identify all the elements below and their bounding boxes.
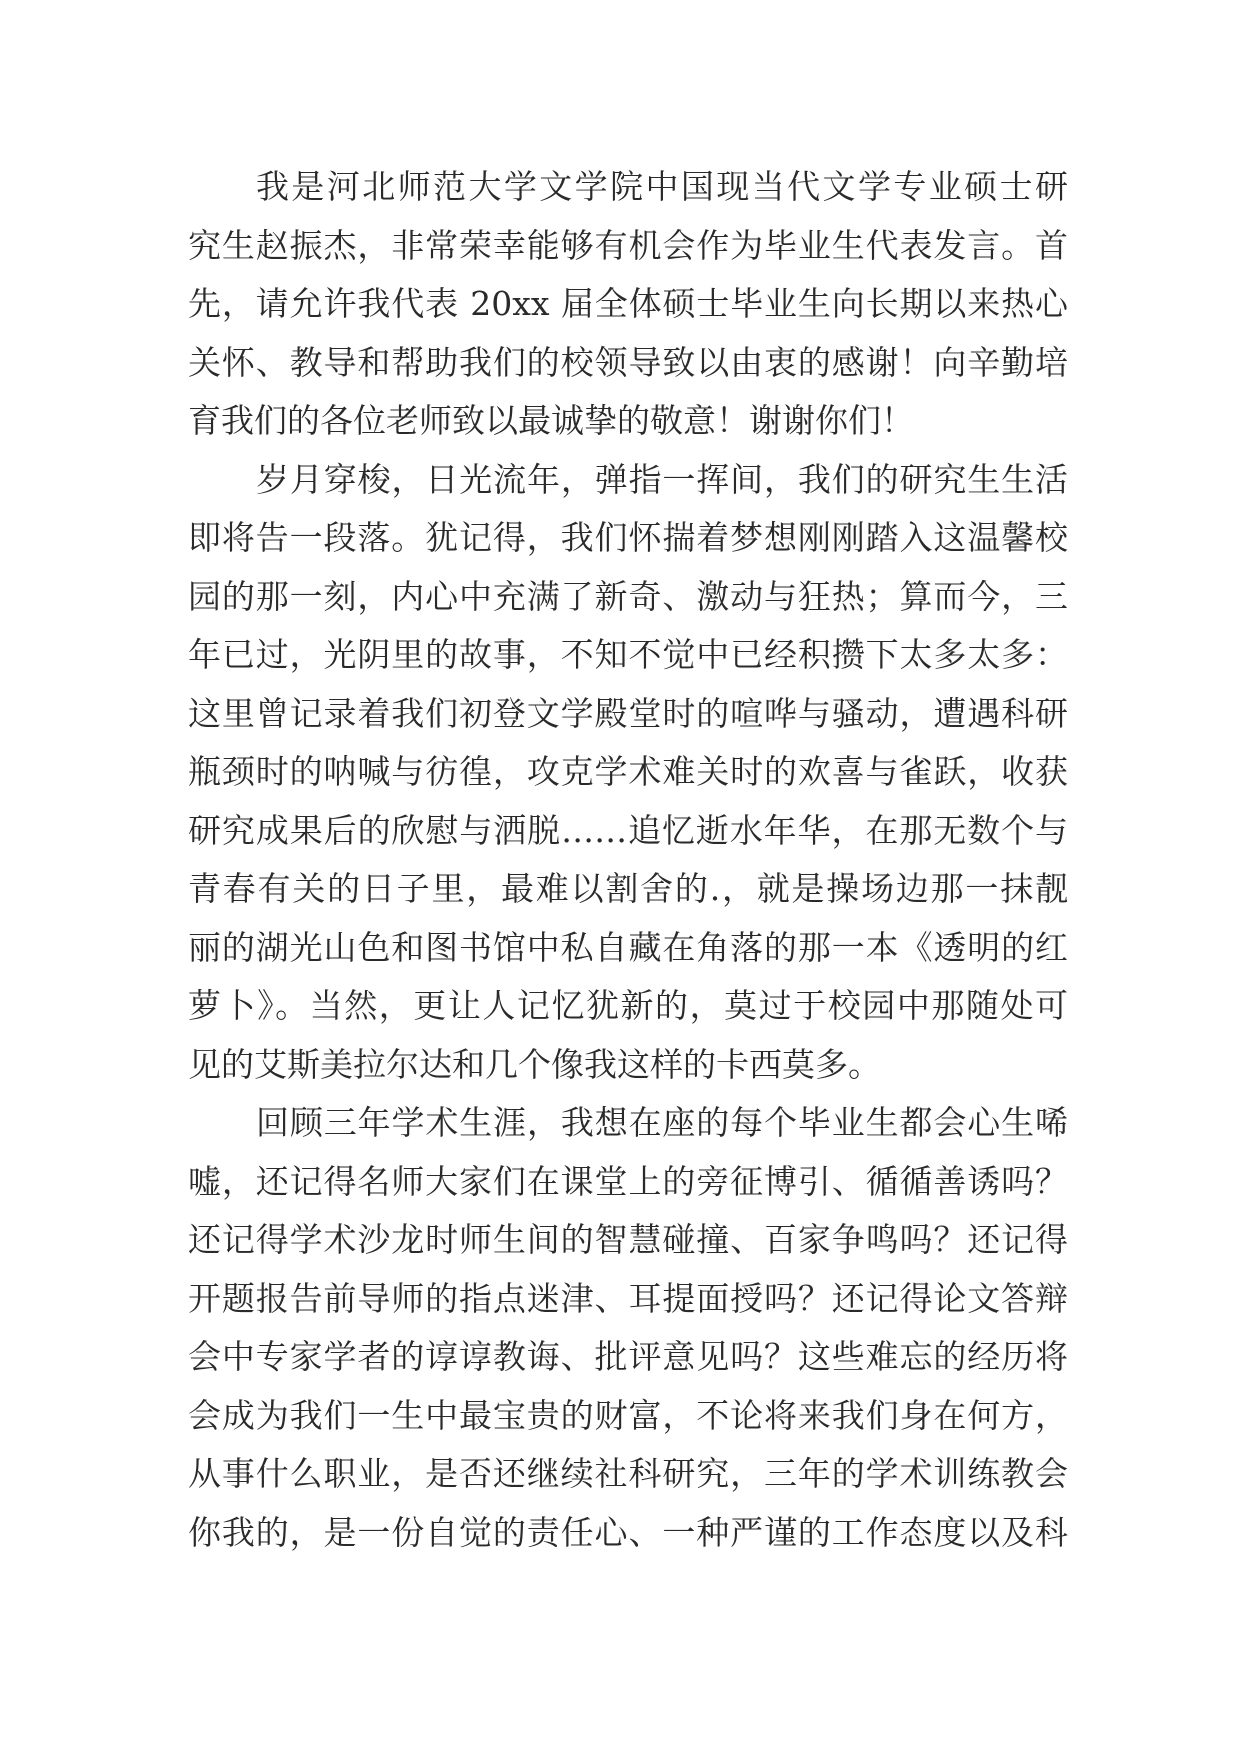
text-line: 究生赵振杰，非常荣幸能够有机会作为毕业生代表发言。首	[188, 225, 1068, 265]
text-line: 萝卜》。当然，更让人记忆犹新的，莫过于校园中那随处可	[188, 986, 1068, 1025]
text-line: 瓶颈时的呐喊与彷徨，攻克学术难关时的欢喜与雀跃，收获	[188, 752, 1068, 791]
text-line: 青春有关的日子里，最难以割舍的.，就是操场边那一抹靓	[188, 869, 1068, 908]
text-line: 我是河北师范大学文学院中国现当代文学专业硕士研	[256, 167, 1068, 206]
text-line: 丽的湖光山色和图书馆中私自藏在角落的那一本《透明的红	[188, 927, 1068, 967]
text-line: 这里曾记录着我们初登文学殿堂时的喧哗与骚动，遭遇科研	[188, 693, 1068, 733]
text-line: 回顾三年学术生涯，我想在座的每个毕业生都会心生唏	[256, 1103, 1068, 1142]
text-line: 会中专家学者的谆谆教诲、批评意见吗？这些难忘的经历将	[188, 1337, 1068, 1376]
text-line: 关怀、教导和帮助我们的校领导致以由衷的感谢！向辛勤培	[188, 342, 1068, 382]
text-line: 嘘，还记得名师大家们在课堂上的旁征博引、循循善诱吗？	[188, 1161, 1068, 1201]
text-line: 开题报告前导师的指点迷津、耳提面授吗？还记得论文答辩	[188, 1278, 1068, 1318]
text-line: 岁月穿梭，日光流年，弹指一挥间，我们的研究生生活	[256, 459, 1068, 499]
speech-text-body	[188, 158, 1068, 1562]
text-line: 会成为我们一生中最宝贵的财富，不论将来我们身在何方，	[188, 1395, 1068, 1435]
text-line: 你我的，是一份自觉的责任心、一种严谨的工作态度以及科	[188, 1512, 1068, 1552]
text-line: 园的那一刻，内心中充满了新奇、激动与狂热；算而今，三	[188, 576, 1068, 616]
text-line: 见的艾斯美拉尔达和几个像我这样的卡西莫多。	[188, 1044, 881, 1084]
text-line: 育我们的各位老师致以最诚挚的敬意！谢谢你们！	[188, 401, 914, 440]
text-line: 还记得学术沙龙时师生间的智慧碰撞、百家争鸣吗？还记得	[188, 1220, 1068, 1259]
text-line: 先，请允许我代表 20xx 届全体硕士毕业生向长期以来热心	[188, 284, 1068, 323]
text-line: 年已过，光阴里的故事，不知不觉中已经积攒下太多太多：	[188, 635, 1068, 674]
text-line: 即将告一段落。犹记得，我们怀揣着梦想刚刚踏入这温馨校	[188, 518, 1068, 557]
text-line: 从事什么职业，是否还继续社科研究，三年的学术训练教会	[188, 1454, 1068, 1493]
text-line: 研究成果后的欣慰与洒脱……追忆逝水年华，在那无数个与	[188, 810, 1068, 850]
